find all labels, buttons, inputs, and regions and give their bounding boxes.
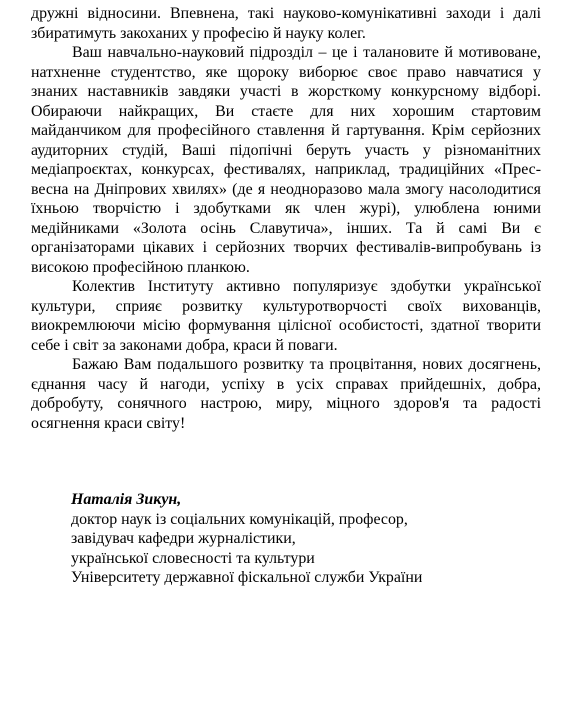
- signatory-position: завідувач кафедри журналістики,: [71, 530, 296, 547]
- paragraph-institute-students: Ваш навчально-науковий підрозділ – це і талановите й мотивоване, натхненне студентство, яке щороку виборює своє право навчатися у знаних наставників завдяки участі в жорсткому конкурсному відборі. Обираючи найкращих, Ви стаєте для них хорошим стартовим майданчиком для професійного ставлення й гартування. Крім серйозних аудиторних студій, Ваші підопічні беруть участь у різноманітних медіапроєктах, конкурсах, фестивалях, наприклад, традиційних «Прес-весна на Дніпрових хвилях» (де я неодноразово мала змогу насолодитися їхньою творчістю і здобутками як член журі), улюблена юними медійниками «Золота осінь Славутича», інших. Та й самі Ви є організаторами цікавих і серйозних творчих фестивалів-випробувань із високою професійною планкою.: [31, 44, 541, 276]
- signature-block: [71, 490, 541, 588]
- paragraph-wishes: Бажаю Вам подальшого розвитку та процвітання, нових досягнень, єднання часу й нагоди, успіху в усіх справах прийдешніх, добра, добробуту, сонячного настрою, миру, міцного здоров'я та радості осягнення краси світу!: [31, 356, 541, 432]
- signatory-university: Університету державної фіскальної служби України: [71, 569, 423, 586]
- paragraph-continuation: дружні відносини. Впевнена, такі науково-комунікативні заходи і далі збиратимуть закоханих у професію й науку колег.: [31, 5, 541, 42]
- signatory-degree: доктор наук із соціальних комунікацій, професор,: [71, 510, 408, 528]
- signatory-name: Наталія Зикун,: [71, 491, 182, 508]
- letter-body: [31, 4, 541, 433]
- signatory-department: української словесності та культури: [71, 549, 315, 567]
- paragraph-institute-culture: Колектив Інституту активно популяризує здобутки української культури, сприяє розвитку культуротворчості своїх вихованців, виокремлюючи місію формування цілісної особистості, здатної творити себе і світ за законами добра, краси й поваги.: [31, 278, 541, 354]
